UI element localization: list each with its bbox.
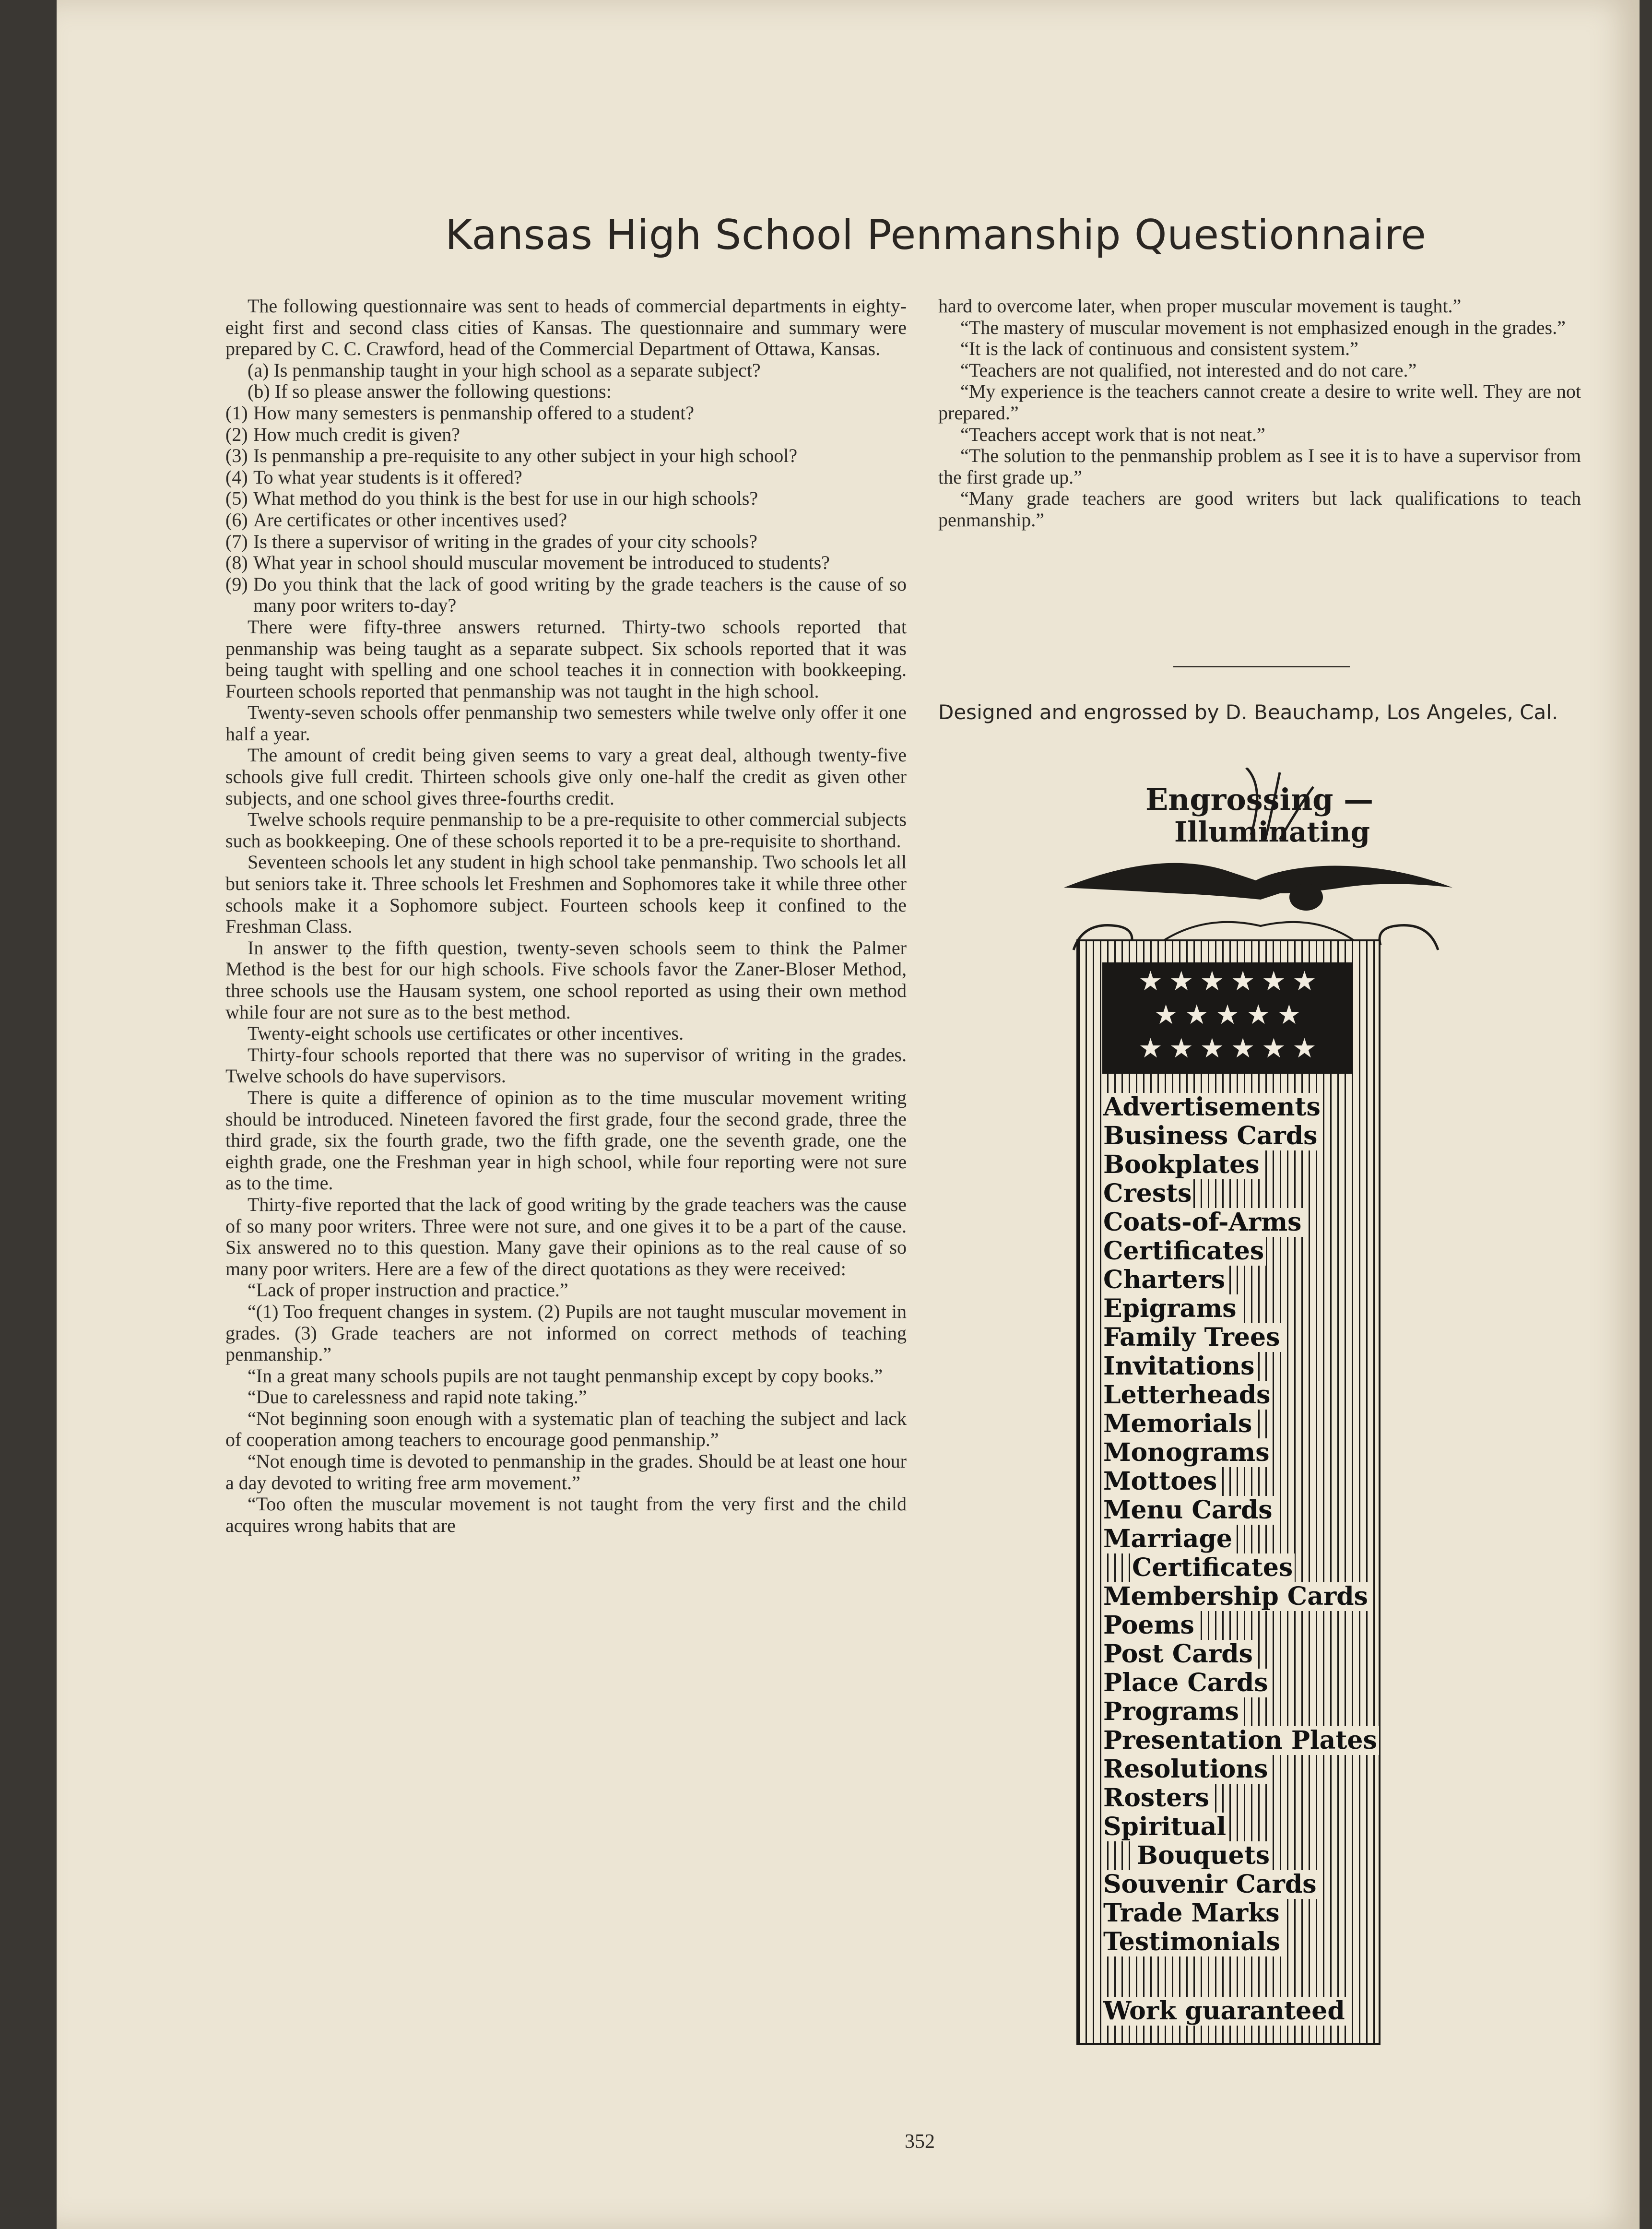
question-text: What year in school should muscular movement be introduced to students? — [253, 552, 830, 574]
question-text: Are certificates or other incentives used? — [253, 509, 567, 531]
question-item — [225, 510, 907, 531]
services-footer: Work guaranteed — [1101, 1997, 1347, 2026]
question-item — [225, 403, 907, 424]
paragraph: “Too often the muscular movement is not taught from the very first and the child acquires wrong habits that are — [225, 1493, 907, 1536]
paragraph: (a) Is penmanship taught in your high school as a separate subject? — [248, 359, 761, 381]
service-item: Presentation Plates — [1101, 1726, 1379, 1755]
service-item: Coats-of-Arms — [1101, 1208, 1303, 1237]
question-item — [225, 445, 907, 467]
question-number: (7) — [225, 530, 248, 552]
paragraph: The amount of credit being given seems to vary a great deal, although twenty-five schools give full credit. Thirteen schools give only one-half the credit as given other subjects, and one school gives three-fourths credit. — [225, 744, 907, 809]
service-item: Advertisements — [1101, 1093, 1322, 1122]
paragraph: Twenty-seven schools offer penmanship two semesters while twelve only offer it one half a year. — [225, 701, 907, 745]
paragraph: “Not beginning soon enough with a systematic plan of teaching the subject and lack of cooperation among teachers to encourage good penmanship.” — [225, 1407, 907, 1451]
paragraph: “Teachers accept work that is not neat.” — [960, 423, 1265, 445]
service-item: Family Trees — [1101, 1323, 1282, 1352]
service-item: Memorials — [1101, 1410, 1254, 1438]
paragraph: “Teachers are not qualified, not interested and do not care.” — [960, 359, 1417, 381]
question-text: Is there a supervisor of writing in the grades of your city schools? — [253, 530, 757, 552]
question-item — [225, 574, 907, 617]
service-item: Monograms — [1101, 1438, 1271, 1467]
service-item: Epigrams — [1101, 1294, 1239, 1323]
paragraph: The following questionnaire was sent to heads of commercial departments in eighty-eight first and second class cities of Kansas. The questionnaire and summary were prepared by C. C. Crawford, head of the Commercial Department of Ottawa, Kansas. — [225, 295, 907, 360]
paragraph: “My experience is the teachers cannot create a desire to write well. They are not prepared.” — [938, 380, 1581, 424]
service-item: Business Cards — [1101, 1122, 1319, 1150]
question-number: (4) — [225, 466, 248, 488]
question-text: To what year students is it offered? — [253, 466, 522, 488]
service-item: Crests — [1101, 1179, 1193, 1208]
design-credit: Designed and engrossed by D. Beauchamp, Los Angeles, Cal. — [938, 700, 1558, 724]
emblem-line-2: Illuminating — [1174, 816, 1370, 848]
divider-rule — [1173, 666, 1350, 667]
paragraph: In answer tọ the fifth question, twenty-seven schools seem to think the Palmer Method is the best for our high schools. Five schools favor the Zaner-Bloser Method, three schools use the Hausam system, one school reported as using their own method while four are not sure as to the best method. — [225, 937, 907, 1023]
question-number: (2) — [225, 423, 248, 445]
question-number: (9) — [225, 573, 248, 595]
paragraph: (b) If so please answer the following questions: — [248, 380, 612, 403]
service-item: Charters — [1101, 1266, 1227, 1294]
question-number: (1) — [225, 402, 248, 424]
services-list — [1101, 1093, 1399, 2026]
service-item: Place Cards — [1101, 1669, 1270, 1697]
paragraph: “(1) Too frequent changes in system. (2) Pupils are not taught muscular movement in grades. (3) Grade teachers are not informed on correct methods of teaching penmanship.” — [225, 1300, 907, 1365]
paragraph: “Lack of proper instruction and practice.” — [248, 1279, 568, 1301]
service-item: Trade Marks — [1101, 1899, 1282, 1928]
service-item: Resolutions — [1101, 1755, 1270, 1784]
service-item: Bookplates — [1101, 1150, 1262, 1179]
service-item: Mottoes — [1101, 1467, 1219, 1496]
question-item — [225, 467, 907, 488]
paragraph: Twelve schools require penmanship to be a pre-requisite to other commercial subjects such as bookkeeping. One of these schools reported it to be a pre-requisite to shorthand. — [225, 808, 907, 852]
question-item — [225, 488, 907, 510]
service-item: Bouquets — [1135, 1841, 1272, 1870]
star-row: ★ ★ ★ ★ ★ — [1154, 1000, 1301, 1030]
service-item: Spiritual — [1101, 1813, 1228, 1841]
emblem-line-1: Engrossing — — [1145, 782, 1374, 817]
question-number: (5) — [225, 487, 248, 510]
right-column — [938, 296, 1581, 531]
question-text: Do you think that the lack of good writing by the grade teachers is the cause of so many poor writers to-day? — [253, 573, 907, 617]
service-item: Souvenir Cards — [1101, 1870, 1319, 1899]
question-number: (6) — [225, 509, 248, 531]
left-column — [225, 296, 907, 1536]
service-item: Membership Cards — [1101, 1582, 1370, 1611]
star-row: ★ ★ ★ ★ ★ ★ — [1138, 1034, 1317, 1064]
service-item: Invitations — [1101, 1352, 1256, 1381]
paragraph: “Due to carelessness and rapid note taking.” — [248, 1386, 587, 1408]
paragraph: Thirty-four schools reported that there was no supervisor of writing in the grades. Twelve schools do have supervisors. — [225, 1043, 907, 1087]
question-item — [225, 424, 907, 446]
question-item — [225, 531, 907, 553]
paragraph: Twenty-eight schools use certificates or other incentives. — [248, 1022, 684, 1044]
paragraph: “In a great many schools pupils are not taught penmanship except by copy books.” — [248, 1364, 883, 1387]
paragraph-continued: hard to overcome later, when proper muscular movement is taught.” — [938, 295, 1462, 317]
question-number: (3) — [225, 445, 248, 467]
service-item: Menu Cards — [1101, 1496, 1274, 1525]
service-item: Letterheads — [1101, 1381, 1272, 1410]
flag-services-panel — [1076, 939, 1381, 2045]
paragraph: “Not enough time is devoted to penmanship in the grades. Should be at least one hour a day devoted to writing free arm movement.” — [225, 1450, 907, 1494]
star-row: ★ ★ ★ ★ ★ ★ — [1138, 967, 1317, 996]
service-item: Post Cards — [1101, 1640, 1255, 1669]
service-item: Testimonials — [1101, 1928, 1282, 1956]
paragraph: Seventeen schools let any student in high school take penmanship. Two schools let all but seniors take it. Three schools let Freshmen and Sophomores take it while three other schools make it a Sophomore subject. Fourteen schools keep it confined to the Freshman Class. — [225, 851, 907, 937]
service-item: Certificates — [1130, 1553, 1295, 1582]
service-item: Certificates — [1101, 1237, 1266, 1266]
page-number: 352 — [905, 2131, 935, 2153]
paragraph: There is quite a difference of opinion as to the time muscular movement writing should be introduced. Nineteen favored the first grade, four the second grade, three the third grade, six the fourth grade, two the fifth grade, one the seventh grade, one the eighth grade, one the Freshman year in high school, while four reporting were not sure as to the time. — [225, 1086, 907, 1194]
service-item: Marriage — [1101, 1525, 1234, 1553]
service-item: Rosters — [1101, 1784, 1211, 1813]
paragraph: “The mastery of muscular movement is not emphasized enough in the grades.” — [960, 316, 1566, 338]
question-text: What method do you think is the best for use in our high schools? — [253, 487, 758, 510]
question-text: How many semesters is penmanship offered to a student? — [253, 402, 695, 424]
question-text: Is penmanship a pre-requisite to any other subject in your high school? — [253, 445, 798, 467]
service-item: Programs — [1101, 1697, 1241, 1726]
paragraph: There were fifty-three answers returned. Thirty-two schools reported that penmanship was being taught as a separate subpect. Six schools reported that it was being taught with spelling and one school teaches it in connection with bookkeeping. Fourteen schools reported that penmanship was not taught in the high school. — [225, 616, 907, 702]
flag-canton — [1102, 962, 1353, 1074]
paragraph: “The solution to the penmanship problem as I see it is to have a supervisor from the first grade up.” — [938, 445, 1581, 488]
paragraph: “Many grade teachers are good writers but lack qualifications to teach penmanship.” — [938, 487, 1581, 531]
paragraph: “It is the lack of continuous and consistent system.” — [960, 338, 1358, 360]
page-title: Kansas High School Penmanship Questionnaire — [445, 211, 1427, 259]
question-text: How much credit is given? — [253, 423, 460, 445]
paragraph: Thirty-five reported that the lack of good writing by the grade teachers was the cause of so many poor writers. Three were not sure, and one gives it to be a part of the cause. Six answered no to this question. Many gave their opinions as to the real cause of so many poor writers. Here are a few of the direct quotations as they were received: — [225, 1193, 907, 1280]
question-number: (8) — [225, 552, 248, 574]
page — [57, 0, 1640, 2229]
service-item: Poems — [1101, 1611, 1196, 1640]
question-item — [225, 552, 907, 574]
